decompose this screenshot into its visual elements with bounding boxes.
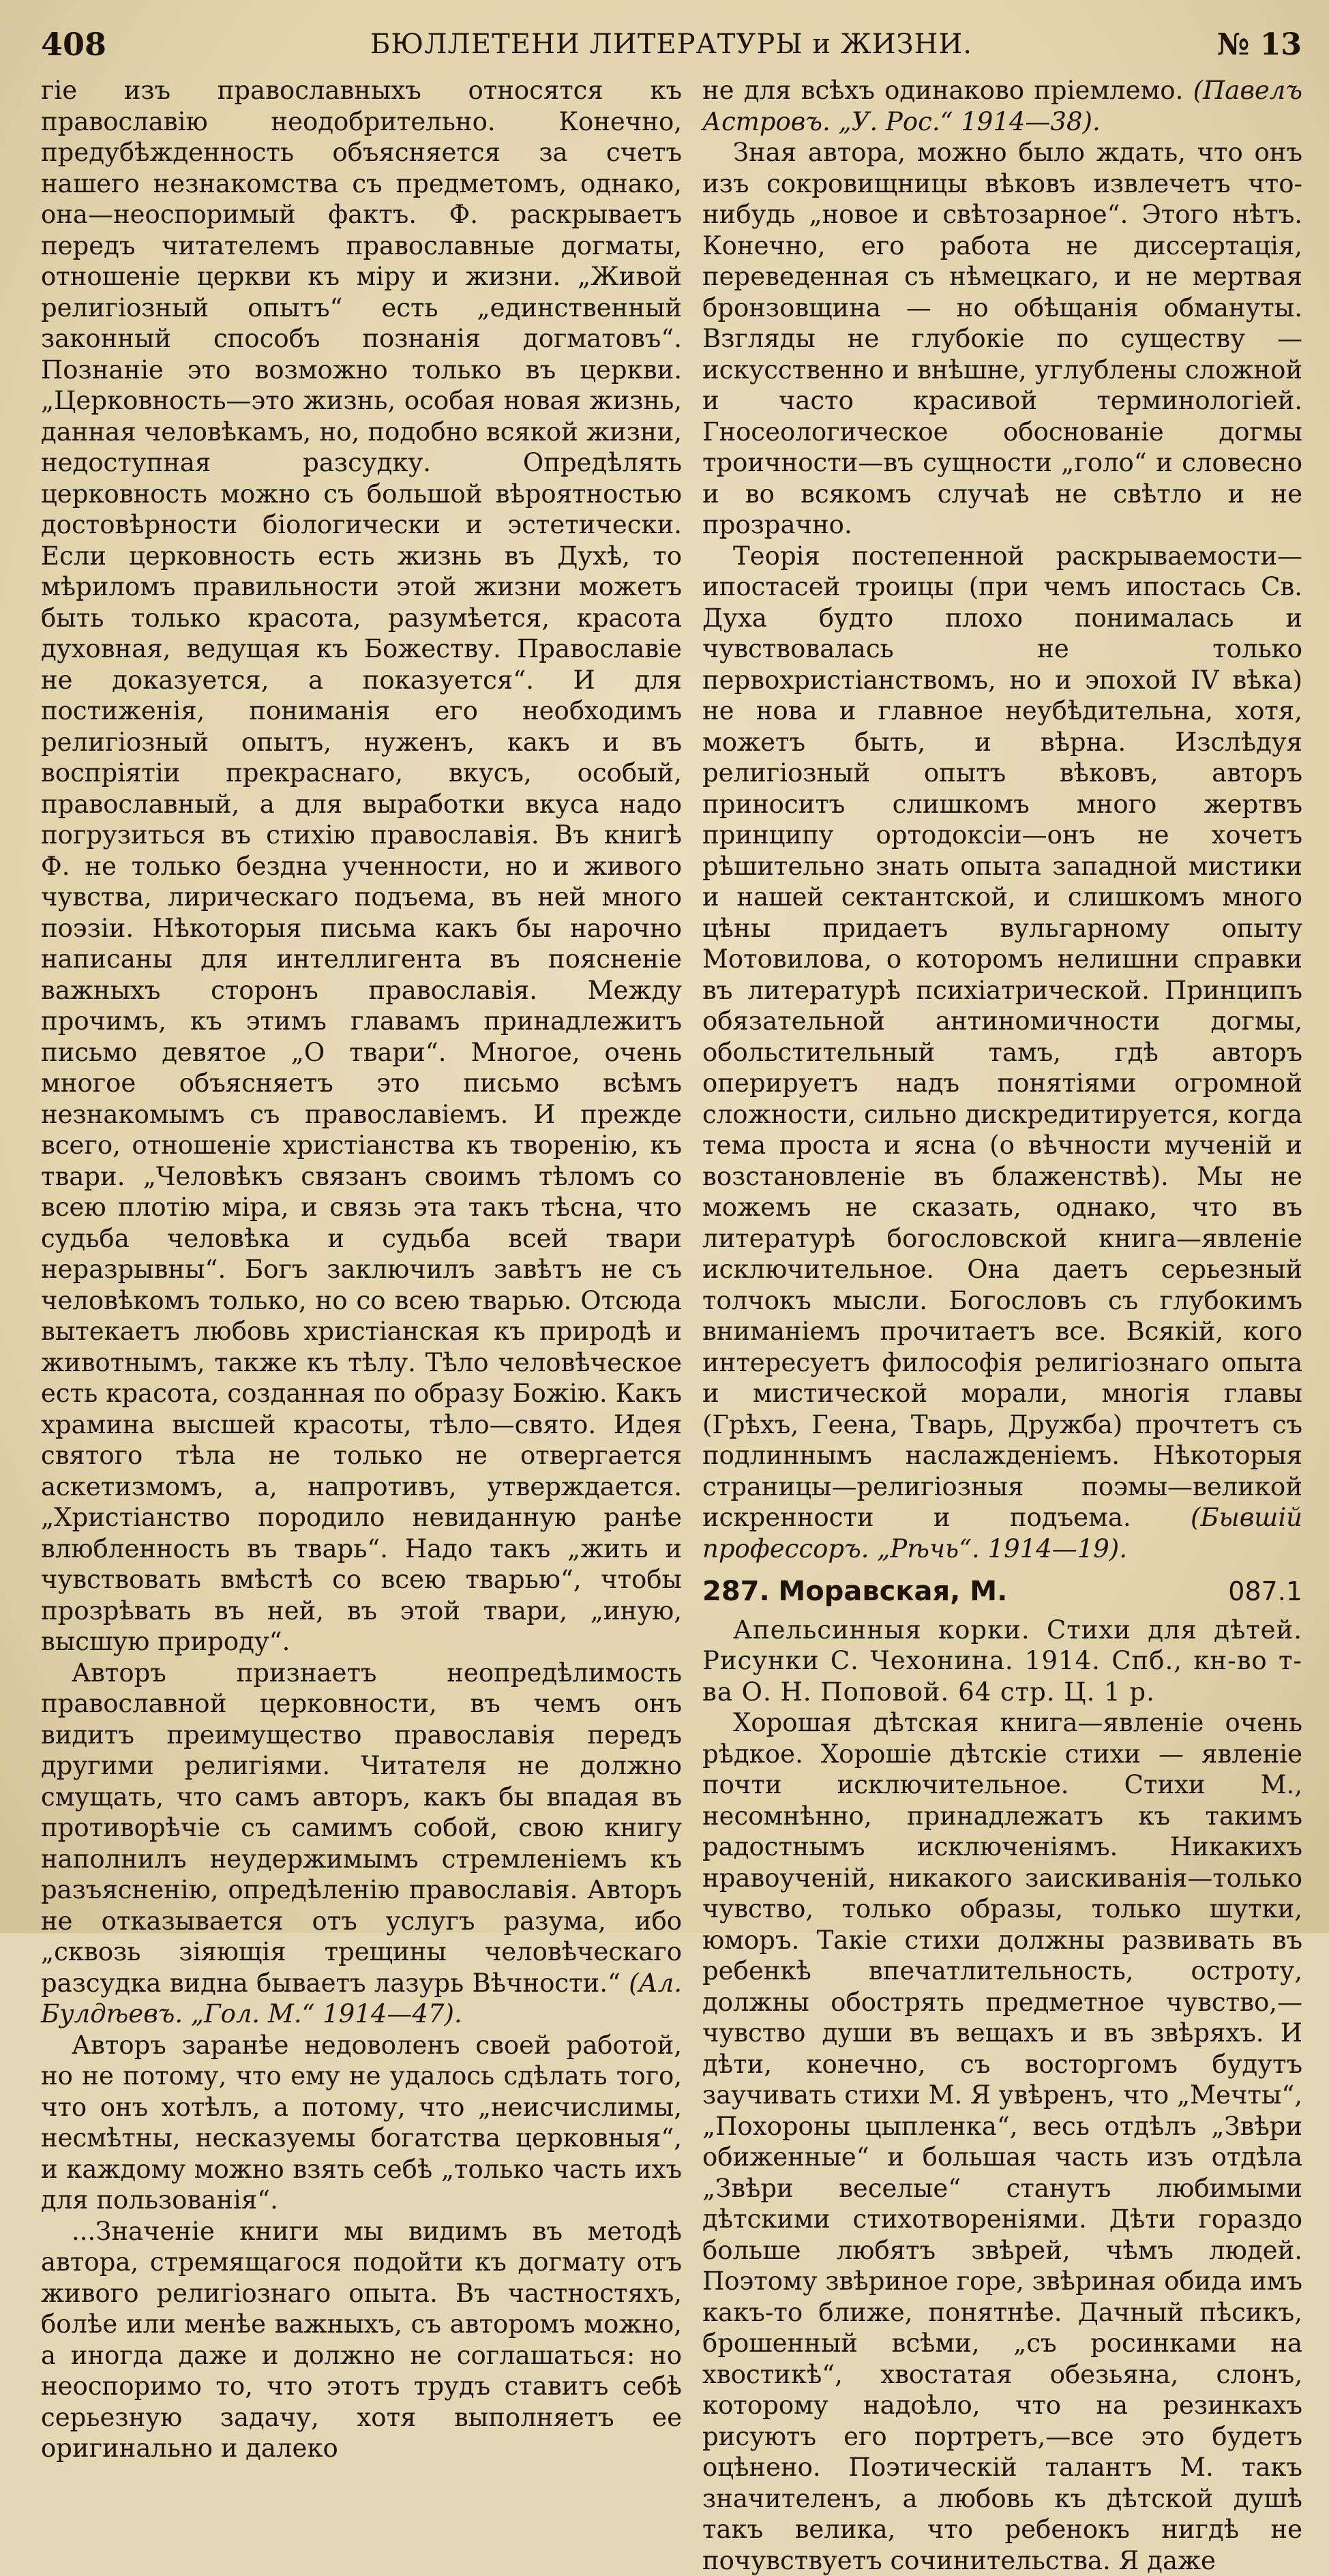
issue-number: № 13 xyxy=(1216,27,1302,62)
paragraph: Хорошая дѣтская книга—явленіе очень рѣдкое. Хорошіе дѣтскіе стихи — явленіе почти исключительное. Стихи М., несомнѣнно, принадлежатъ къ такимъ радостнымъ исключеніямъ. Никакихъ нравоученій, никакого заискиванія—только чувство, только образы, только шутки, юморъ. Такіе стихи должны развивать въ ребенкѣ впечатлительность, остроту, должны обострять предметное чувство,—чувство души въ вещахъ и въ звѣряхъ. И дѣти, конечно, съ восторгомъ будутъ заучивать стихи М. Я увѣренъ, что „Мечты“, „Похороны цыпленка“, весь отдѣлъ „Звѣри обиженные“ и большая часть изъ отдѣла „Звѣри веселые“ станутъ любимыми дѣтскими стихотвореніями. Дѣти гораздо больше любятъ звѣрей, чѣмъ людей. Поэтому звѣриное горе, звѣриная обида имъ какъ-то ближе, понятнѣе. Дачный пѣсикъ, брошенный всѣми, „съ росинками на хвостикѣ“, хвостатая обезьяна, слонъ, которому надоѣло, что на резинкахъ рисуютъ его портретъ,—все это будетъ оцѣнено. Поэтическій талантъ М. такъ значителенъ, а любовь къ дѣтской душѣ такъ велика, что ребенокъ нигдѣ не почувствуетъ сочинительства. Я даже xyxy=(702,1708,1302,2575)
bibliographic-note: Апельсинныя корки. Стихи для дѣтей. Рисунки С. Чехонина. 1914. Спб., кн-во т-ва О. Н. Поповой. 64 стр. Ц. 1 р. xyxy=(702,1615,1302,1707)
page-header xyxy=(41,20,1302,68)
paragraph-text: не для всѣхъ одинаково пріемлемо. xyxy=(702,76,1184,105)
entry-author: Моравская, М. xyxy=(778,1576,1008,1607)
paragraph: гіе изъ православныхъ относятся къ православію неодобрительно. Конечно, предубѣжденность объясняется за счетъ нашего незнакомства съ предметомъ, однако, она—неоспоримый фактъ. Ф. раскрываетъ передъ читателемъ православные догматы, отношеніе церкви къ міру и жизни. „Живой религіозный опытъ“ есть „единственный законный способъ познанія догматовъ“. Познаніе это возможно только въ церкви. „Церковность—это жизнь, особая новая жизнь, данная человѣкамъ, но, подобно всякой жизни, недоступная разсудку. Опредѣлять церковность можно съ большой вѣроятностью достовѣрности біологически и эстетически. Если церковность есть жизнь въ Духѣ, то мѣриломъ правильности этой жизни можетъ быть только красота, разумѣется, красота духовная, ведущая къ Божеству. Православіе не доказуется, а показуется“. И для постиженія, пониманія его необходимъ религіозный опытъ, нуженъ, какъ и въ воспріятіи прекраснаго, вкусъ, особый, православный, а для выработки вкуса надо погрузиться въ стихію православія. Въ книгѣ Ф. не только бездна ученности, но и живого чувства, лирическаго подъема, въ ней много поэзіи. Нѣкоторыя письма какъ бы нарочно написаны для интеллигента въ поясненіе важныхъ сторонъ православія. Между прочимъ, къ этимъ главамъ принадлежитъ письмо девятое „О твари“. Многое, очень многое объясняетъ это письмо всѣмъ незнакомымъ съ православіемъ. И прежде всего, отношеніе христіанства къ творенію, къ твари. „Человѣкъ связанъ своимъ тѣломъ со всею плотію міра, и связь эта такъ тѣсна, что судьба человѣка и судьба всей твари неразрывны“. Богъ заключилъ завѣтъ не съ человѣкомъ только, но со всею тварью. Отсюда вытекаетъ любовь христіанская къ природѣ и животнымъ, также къ тѣлу. Тѣло человѣческое есть красота, созданная по образу Божію. Какъ храмина высшей красоты, тѣло—свято. Идея святого тѣла не только не отвергается аскетизмомъ, а, напротивъ, утверждается. „Христіанство породило невиданную ранѣе влюбленность въ тварь“. Надо такъ „жить и чувствовать вмѣстѣ со всею тварью“, чтобы прозрѣвать въ ней, въ этой твари, „иную, высшую природу“. xyxy=(41,76,682,1656)
paragraph: Авторъ заранѣе недоволенъ своей работой, но не потому, что ему не удалось сдѣлать того, что онъ хотѣлъ, а потому, что „неисчислимы, несмѣтны, несказуемы богатства церковныя“, и каждому можно взять себѣ „только часть ихъ для пользованія“. xyxy=(41,2030,682,2215)
paragraph xyxy=(41,1658,682,2030)
running-title: БЮЛЛЕТЕНИ ЛИТЕРАТУРЫ и ЖИЗНИ. xyxy=(370,29,972,60)
paragraph-text: Авторъ признаетъ неопредѣлимость православной церковности, въ чемъ онъ видитъ преимущество православія передъ другими религіями. Читателя не должно смущать, что самъ авторъ, какъ бы впадая въ противорѣчіе съ самимъ собой, свою книгу наполнилъ неудержимымъ стремленіемъ къ разъясненію, опредѣленію православія. Авторъ не отказывается отъ услугъ разума, ибо „сквозь зіяющія трещины человѣческаго разсудка видна бываетъ лазурь Вѣчности.“ xyxy=(41,1658,682,1998)
paragraph: Зная автора, можно было ждать, что онъ изъ сокровищницы вѣковъ извлечетъ что-нибудь „новое и свѣтозарное“. Этого нѣтъ. Конечно, его работа не диссертація, переведенная съ нѣмецкаго, и не мертвая бронзовщина — но обѣщанія обмануты. Взгляды не глубокіе по существу — искусственно и внѣшне, углублены сложной и часто красивой терминологіей. Гносеологическое обоснованіе догмы троичности—въ сущности „голо“ и словесно и во всякомъ случаѣ не свѣтло и не прозрачно. xyxy=(702,138,1302,539)
citation: (Ал. Булдѣевъ. „Гол. М.“ 1914—47). xyxy=(41,1968,682,2028)
page-number: 408 xyxy=(41,26,107,63)
paragraph xyxy=(702,541,1302,1565)
paragraph-text: Теорія постепенной раскрываемости—ипостасей троицы (при чемъ ипостась Св. Духа будто плохо понималась и чувствовалась не только первохристіанствомъ, но и эпохой IV вѣка) не нова и главное неубѣдительна, хотя, можетъ быть, и вѣрна. Изслѣдуя религіозный опытъ вѣковъ, авторъ приноситъ слишкомъ много жертвъ принципу ортодоксіи—онъ не хочетъ рѣшительно знать опыта западной мистики и нашей сектантской, и слишкомъ много цѣны придаетъ вульгарному опыту Мотовилова, о которомъ нелишни справки въ литературѣ психіатрической. Принципъ обязательной антиномичности догмы, обольстительный тамъ, гдѣ авторъ оперируетъ надъ понятіями огромной сложности, сильно дискредитируется, когда тема проста и ясна (о вѣчности мученій и возстановленіе въ блаженствѣ). Мы не можемъ не сказать, однако, что въ литературѣ богословской книга—явленіе исключительное. Она даетъ серьезный толчокъ мысли. Богословъ съ глубокимъ вниманіемъ прочитаетъ все. Всякій, кого интересуетъ философія религіознаго опыта и мистической морали, многія главы (Грѣхъ, Геена, Тварь, Дружба) прочтетъ съ подлиннымъ наслажденіемъ. Нѣкоторыя страницы—религіозныя поэмы—великой искренности и подъема. xyxy=(702,541,1302,1532)
entry-number: 287. xyxy=(702,1576,770,1607)
entry-heading xyxy=(702,1576,1302,1608)
right-column xyxy=(702,75,1302,2575)
citation: (Павелъ Астровъ. „У. Рос.“ 1914—38). xyxy=(702,76,1302,136)
citation: (Бывшій профессоръ. „Рѣчь“. 1914—19). xyxy=(702,1503,1302,1563)
paragraph xyxy=(702,75,1302,137)
left-column xyxy=(41,75,682,2463)
paragraph: ...Значеніе книги мы видимъ въ методѣ автора, стремящагося подойти къ догмату отъ живого религіознаго опыта. Въ частностяхъ, болѣе или менѣе важныхъ, съ авторомъ можно, а иногда даже и должно не соглашаться: но неоспоримо то, что этотъ трудъ ставитъ себѣ серьезную задачу, хотя выполняетъ ее оригинально и далеко xyxy=(41,2216,682,2463)
entry-title xyxy=(702,1576,1007,1608)
entry-code: 087.1 xyxy=(1228,1576,1302,1606)
